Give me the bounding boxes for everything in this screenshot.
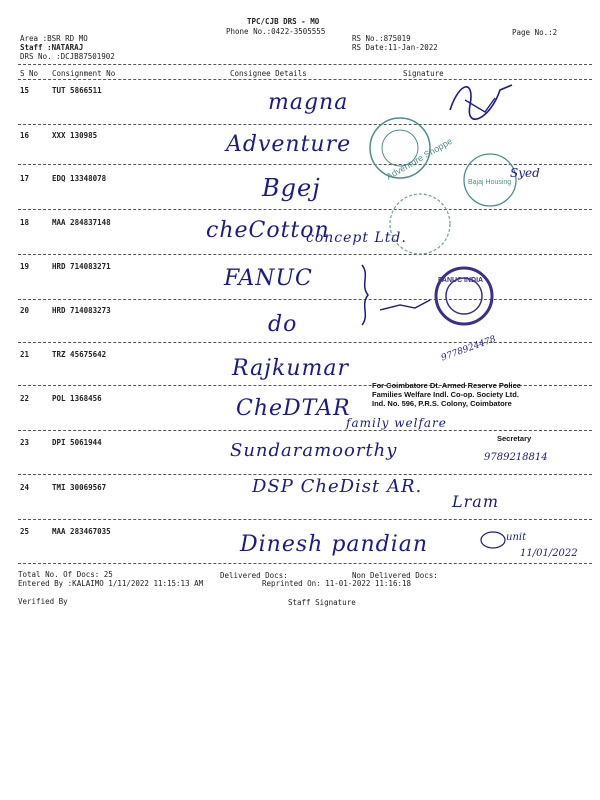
divider	[18, 430, 592, 431]
handwritten-unit: unit	[506, 532, 527, 543]
staff-signature: Staff Signature	[288, 598, 356, 607]
row-consignment: HRD 714083271	[52, 262, 111, 271]
row-sno: 17	[20, 174, 30, 183]
row-sno: 18	[20, 218, 30, 227]
society-stamp	[372, 381, 521, 408]
row-consignment: XXX 130985	[52, 131, 98, 140]
handwritten-consignee: DSP CheDist AR.	[252, 476, 423, 497]
row-sno: 25	[20, 527, 30, 536]
divider	[18, 563, 592, 564]
row-consignment: HRD 714083273	[52, 306, 111, 315]
row-consignment: TMI 30069567	[52, 483, 107, 492]
row-consignment: TUT 5866511	[52, 86, 102, 95]
handwritten-consignee: FANUC	[224, 266, 313, 291]
handwritten-consignee: Rajkumar	[232, 356, 350, 381]
stamp-fanuc	[430, 262, 500, 332]
staff-label: Staff :NATARAJ	[20, 43, 84, 52]
handwritten-consignee: magna	[268, 90, 349, 115]
stamp-teal-circle	[380, 190, 460, 260]
non-delivered-docs: Non Delivered Docs:	[352, 571, 438, 580]
handwritten-concept: concept Ltd.	[306, 230, 407, 246]
divider	[18, 299, 592, 300]
total-docs: Total No. Of Docs: 25	[18, 570, 113, 579]
society-line: Ind. No. 596, P.R.S. Colony, Coimbatore	[372, 399, 512, 408]
handwritten-note: 9778924478	[440, 334, 498, 364]
handwritten-signature: Syed	[510, 166, 540, 180]
handwritten-phone: 9789218814	[484, 452, 548, 463]
column-header-consignment: Consignment No	[52, 69, 116, 78]
signature-scribble	[440, 70, 520, 130]
handwritten-lram: Lram	[452, 492, 499, 511]
handwritten-consignee: Bgej	[262, 174, 321, 202]
column-header-sno: S No	[20, 69, 39, 78]
handwritten-consignee: CheDTAR	[236, 396, 351, 421]
handwritten-consignee: cheCotton	[206, 218, 330, 243]
society-line: For Coimbatore Dt. Armed Reserve Police	[372, 381, 521, 390]
report-title: TPC/CJB DRS - MO	[247, 17, 320, 26]
rs-date: RS Date:11-Jan-2022	[352, 43, 438, 52]
phone-number: Phone No.:0422-3505555	[226, 27, 326, 36]
divider	[18, 64, 592, 65]
drs-number: DRS No. :DCJB87501902	[20, 52, 115, 61]
rs-number: RS No.:875019	[352, 34, 411, 43]
verified-by: Verified By	[18, 597, 68, 606]
row-sno: 19	[20, 262, 30, 271]
divider	[18, 342, 592, 343]
divider	[18, 254, 592, 255]
row-consignment: DPI 5061944	[52, 438, 102, 447]
row-sno: 15	[20, 86, 30, 95]
page-number: Page No.:2	[512, 28, 558, 37]
row-sno: 21	[20, 350, 30, 359]
bracket-scribble	[340, 260, 440, 330]
row-sno: 16	[20, 131, 30, 140]
handwritten-consignee: do	[268, 312, 298, 337]
row-sno: 23	[20, 438, 30, 447]
delivered-docs: Delivered Docs:	[220, 571, 288, 580]
handwritten-consignee: Adventure	[226, 132, 352, 157]
row-consignment: TRZ 45675642	[52, 350, 107, 359]
area-label: Area :BSR RD MO	[20, 34, 88, 43]
row-sno: 22	[20, 394, 30, 403]
column-header-signature: Signature	[403, 69, 444, 78]
row-consignment: EDQ 13348078	[52, 174, 107, 183]
stamp-text: FANUC INDIA	[438, 277, 484, 284]
stamp-text: Adventure Shoppe	[384, 135, 455, 182]
stamp-adventure-shoppe	[360, 112, 455, 182]
row-sno: 24	[20, 483, 30, 492]
handwritten-consignee: Dinesh pandian	[240, 532, 429, 557]
handwritten-consignee: Sundaramoorthy	[230, 440, 398, 461]
stamp-oval	[478, 528, 508, 552]
divider	[18, 519, 592, 520]
entered-by: Entered By :KALAIMO 1/11/2022 11:15:13 AM	[18, 579, 204, 588]
row-sno: 20	[20, 306, 30, 315]
handwritten-family-welfare: family welfare	[346, 416, 447, 430]
stamp-text: Bajaj Housing	[468, 179, 512, 186]
society-line: Families Welfare Indl. Co-op. Society Ltd.	[372, 390, 519, 399]
row-consignment: MAA 283467035	[52, 527, 111, 536]
stamp-bajaj	[460, 150, 520, 210]
column-header-consignee: Consignee Details	[230, 69, 307, 78]
row-consignment: POL 1368456	[52, 394, 102, 403]
row-consignment: MAA 284837148	[52, 218, 111, 227]
handwritten-date: 11/01/2022	[520, 548, 578, 559]
divider	[18, 474, 592, 475]
society-secretary: Secretary	[497, 434, 532, 443]
reprinted-on: Reprinted On: 11-01-2022 11:16:18	[262, 579, 412, 588]
